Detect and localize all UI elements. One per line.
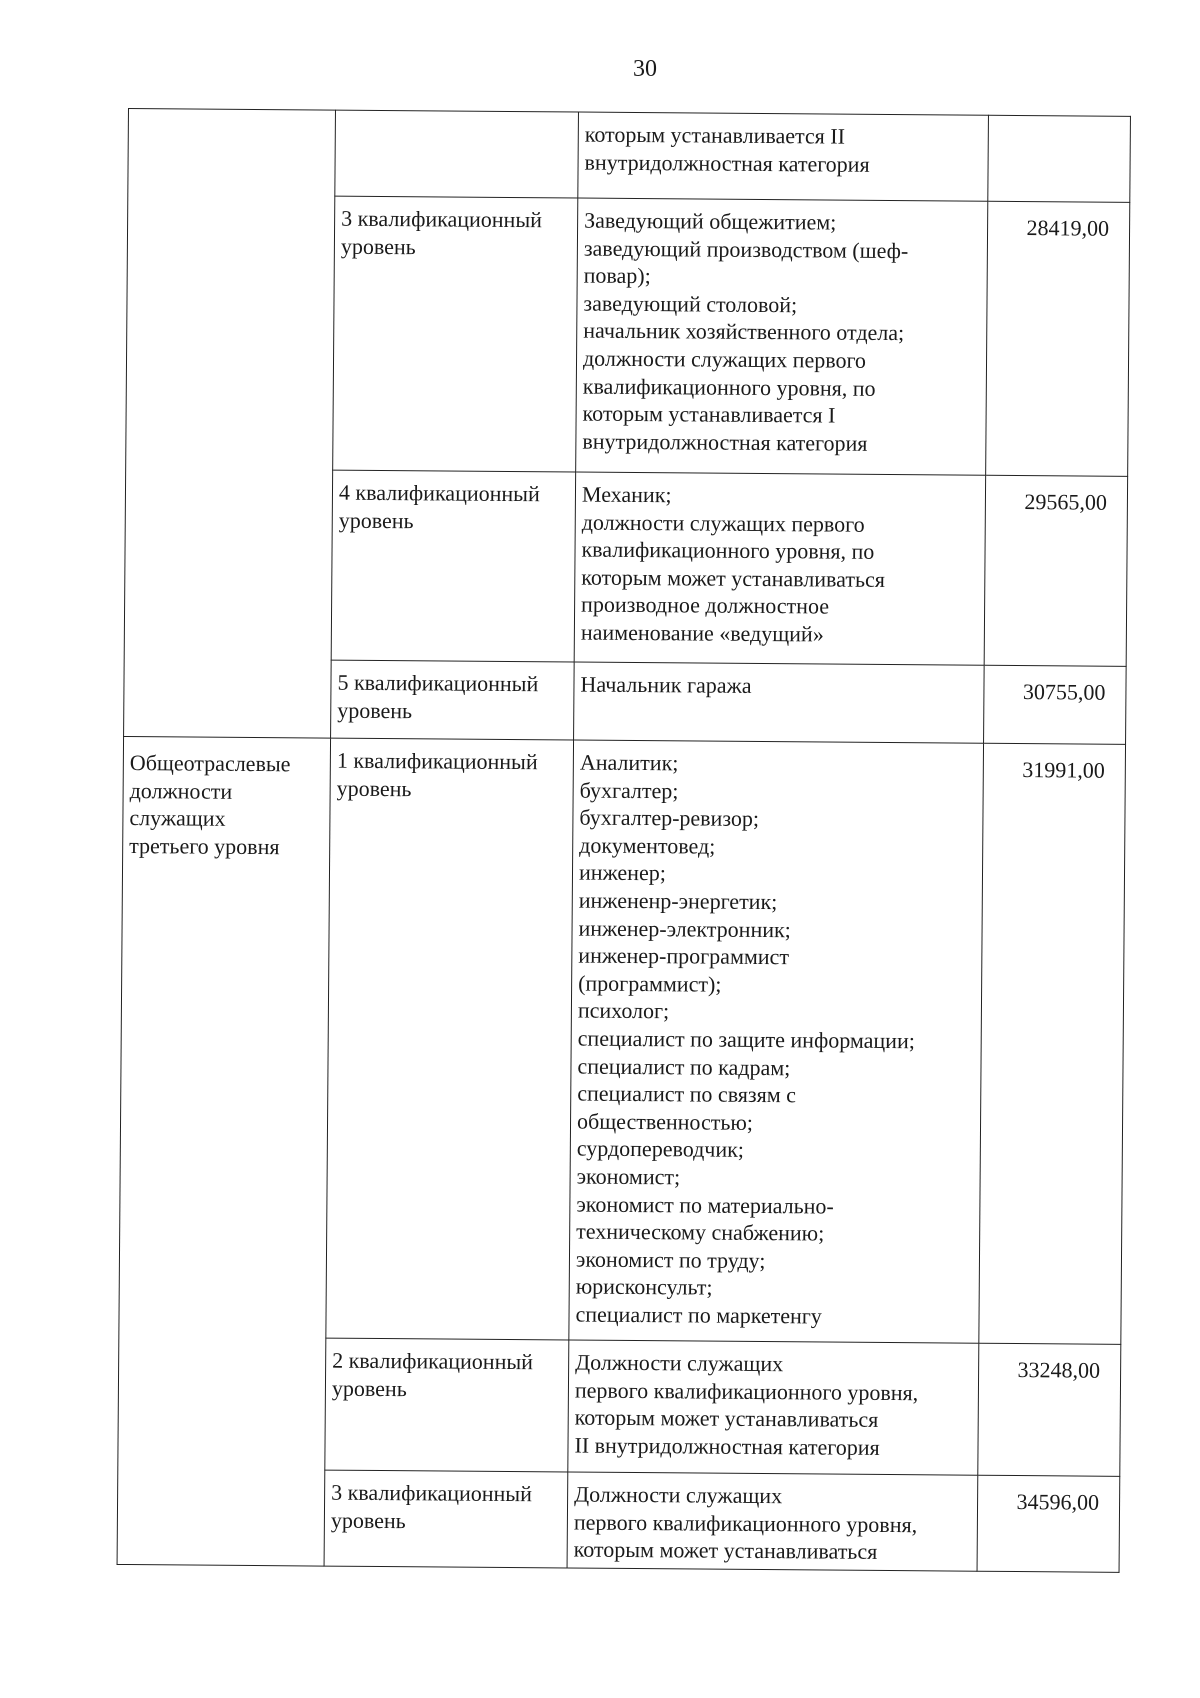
amount-cell: 31991,00 — [979, 743, 1126, 1344]
salary-table — [117, 108, 1131, 1573]
level-cell: 4 квалификационный уровень — [331, 470, 575, 662]
level-cell: 3 квалификационный уровень — [333, 196, 578, 472]
positions-cell: Механик; должности служащих первого квалификационного уровня, по которым может устанавливаться производное должностное наименование «ведущий» — [574, 472, 985, 665]
level-cell: 2 квалификационный уровень — [325, 1338, 569, 1472]
positions-cell: Начальник гаража — [574, 662, 985, 743]
amount-cell: 30755,00 — [984, 665, 1127, 744]
positions-cell: Заведующий общежитием; заведующий производством (шеф- повар); заведующий столовой; начальник хозяйственного отдела; должности служащих первого квалификационного уровня, по которым устанавливается I внутридолжностная категория — [576, 198, 988, 475]
level-cell: 5 квалификационный уровень — [331, 660, 575, 740]
amount-cell: 29565,00 — [984, 475, 1127, 666]
positions-cell: Должности служащих первого квалификационного уровня, которым может устанавливаться — [567, 1472, 978, 1571]
amount-cell: 33248,00 — [978, 1343, 1121, 1476]
level-cell: 1 квалификационный уровень — [326, 738, 574, 1340]
amount-cell: 34596,00 — [977, 1475, 1120, 1572]
amount-cell: 28419,00 — [986, 201, 1130, 476]
level-cell — [335, 110, 579, 198]
group-cell — [124, 109, 336, 739]
positions-cell: которым устанавливается II внутридолжностная категория — [578, 112, 989, 201]
amount-cell — [988, 115, 1131, 202]
positions-cell: Аналитик; бухгалтер; бухгалтер-ревизор; документовед; инженер; инжененр-энергетик; инженер-электронник; инженер-программист (программист); психолог; специалист по защите информации; специалист по кадрам; специалист по связям с общественностью; сурдопереводчик; экономист; экономист по материально- техническому снабжению; экономист по труду; юрисконсульт; специалист по маркетенгу — [569, 740, 984, 1343]
page-number: 30 — [633, 56, 657, 82]
level-cell: 3 квалификационный уровень — [324, 1470, 568, 1568]
table-row — [128, 109, 1131, 203]
table-row — [119, 736, 1126, 1344]
positions-cell: Должности служащих первого квалификационного уровня, которым может устанавливаться II внутридолжностная категория — [568, 1340, 979, 1475]
group-cell: Общеотраслевые должности служащих третьего уровня — [117, 736, 330, 1566]
